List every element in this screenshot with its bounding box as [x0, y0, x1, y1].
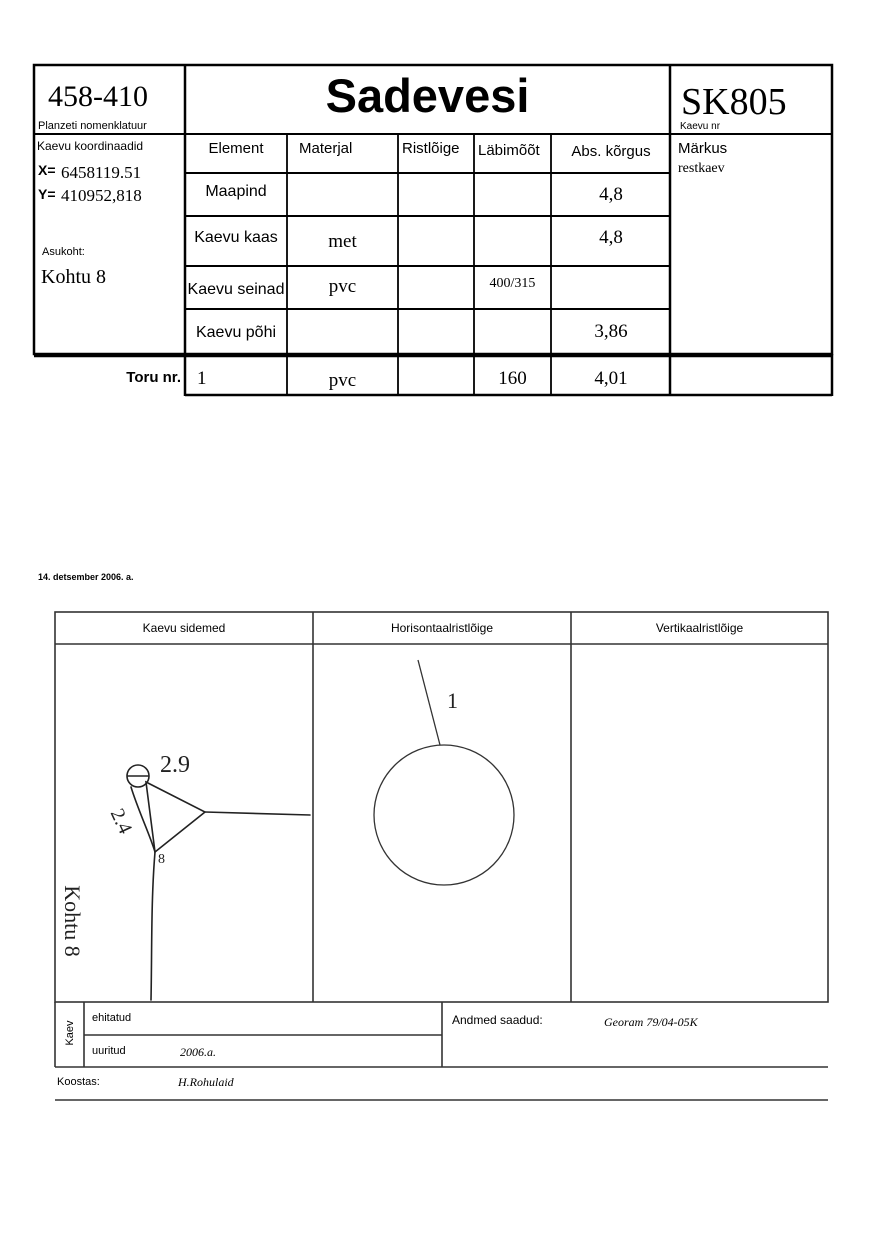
cross-section	[374, 660, 514, 885]
surveyed-label: uuritud	[92, 1045, 126, 1057]
well-number: SK805	[681, 81, 787, 123]
data-source-label: Andmed saadud:	[452, 1013, 543, 1027]
side-label: Kaev	[64, 1020, 76, 1046]
header-material: Materjal	[299, 140, 353, 157]
sketch-label-b: 2.4	[105, 805, 137, 838]
built-label: ehitatud	[92, 1012, 132, 1024]
pipe-height: 4,01	[594, 368, 628, 389]
col-header-horizontal: Horisontaalristlõige	[390, 621, 494, 635]
location-label: Asukoht:	[42, 246, 85, 258]
row-element: Kaevu seinad	[187, 281, 285, 298]
col-header-vertical: Vertikaalristlõige	[655, 621, 744, 635]
pipe-material: pvc	[328, 370, 357, 391]
remarks-label: Märkus	[678, 140, 728, 157]
location-value: Kohtu 8	[41, 266, 106, 288]
surveyed-value: 2006.a.	[180, 1045, 216, 1059]
y-value: 410952,818	[61, 186, 142, 205]
header-diameter: Läbimõõt	[478, 142, 540, 159]
row-diameter: 400/315	[489, 276, 536, 291]
pipe-diameter: 160	[498, 368, 527, 389]
sketch-label-c: 8	[158, 852, 165, 867]
header-element: Element	[208, 140, 264, 157]
nomenclature-label: Planzeti nomenklatuur	[38, 120, 147, 132]
row-element: Kaevu kaas	[194, 229, 278, 246]
x-value: 6458119.51	[61, 163, 142, 182]
row-element: Kaevu põhi	[195, 324, 277, 341]
header-height: Abs. kõrgus	[571, 143, 651, 160]
row-material: pvc	[328, 276, 357, 297]
page-title: Sadevesi	[325, 69, 530, 122]
coords-label: Kaevu koordinaadid	[37, 139, 144, 153]
nomenclature-value: 458-410	[48, 80, 148, 113]
document-date: 14. detsember 2006. a.	[38, 572, 134, 582]
row-element: Maapind	[205, 183, 267, 200]
row-material: met	[328, 231, 357, 252]
col-header-links: Kaevu sidemed	[142, 621, 226, 635]
remarks-value: restkaev	[678, 161, 725, 176]
sketch-label-a: 2.9	[160, 752, 190, 778]
header-section: Ristlõige	[402, 140, 460, 157]
well-number-label: Kaevu nr	[680, 121, 721, 132]
sketch-lines	[127, 765, 310, 1000]
data-source-value: Georam 79/04-05K	[604, 1015, 698, 1029]
pipe-label: Toru nr.	[126, 369, 181, 386]
y-label: Y=	[38, 186, 56, 202]
row-height: 3,86	[594, 321, 628, 342]
pipe-number-label: 1	[447, 688, 458, 713]
author-value: H.Rohulaid	[178, 1075, 234, 1089]
row-height: 4,8	[599, 227, 623, 248]
author-label: Koostas:	[57, 1076, 100, 1088]
row-height: 4,8	[599, 184, 623, 205]
x-label: X=	[38, 162, 56, 178]
pipe-number: 1	[197, 368, 207, 389]
sketch-street-label: Kohtu 8	[59, 885, 85, 957]
